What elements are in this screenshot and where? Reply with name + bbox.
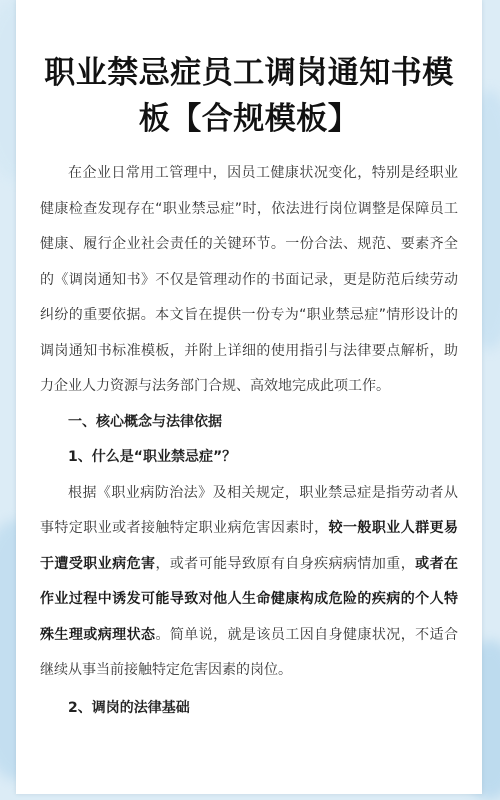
- subsection-heading: 2、调岗的法律基础: [68, 699, 190, 716]
- document-title: [16, 0, 482, 142]
- intro-paragraph: 在企业日常用工管理中，因员工健康状况变化，特别是经职业健康检查发现存在“职业禁忌症”时，依法进行岗位调整是保障员工健康、履行企业社会责任的关键环节。一份合法、规范、要素齐全的《调岗通知书》不仅是管理动作的书面记录，更是防范后续劳动纠纷的重要依据。本文旨在提供一份专为“职业禁忌症”情形设计的调岗通知书标准模板，并附上详细的使用指引与法律要点解析，助力企业人力资源与法务部门合规、高效地完成此项工作。: [40, 165, 458, 394]
- title-line-1: 职业禁忌症员工调岗通知书模: [44, 55, 454, 91]
- document-page: [16, 0, 482, 794]
- subsection-heading: 1、什么是“职业禁忌症”？: [68, 449, 237, 465]
- definition-text: 。简单说，就是该员工因自身健康状况，不适合继续从事当前接触特定危害因素的岗位。: [40, 626, 459, 678]
- definition-emphasis: 较一般职业人群更易于遭受职业病危害: [40, 520, 459, 572]
- definition-text: 根据《职业病防治法》及相关规定，职业禁忌症是指劳动者从事特定职业或者接触特定职业病危害因素时，: [40, 484, 458, 536]
- definition-emphasis: 或者在作业过程中诱发可能导致对他人生命健康构成危险的疾病的个人特殊生理或病理状态: [40, 555, 459, 643]
- section-heading: 一、核心概念与法律依据: [68, 413, 222, 430]
- title-line-2: 板【合规模板】: [138, 101, 360, 137]
- definition-paragraph: [40, 476, 458, 689]
- document-body: [16, 142, 482, 726]
- definition-text: ，或者可能导致原有自身疾病病情加重，: [155, 555, 416, 572]
